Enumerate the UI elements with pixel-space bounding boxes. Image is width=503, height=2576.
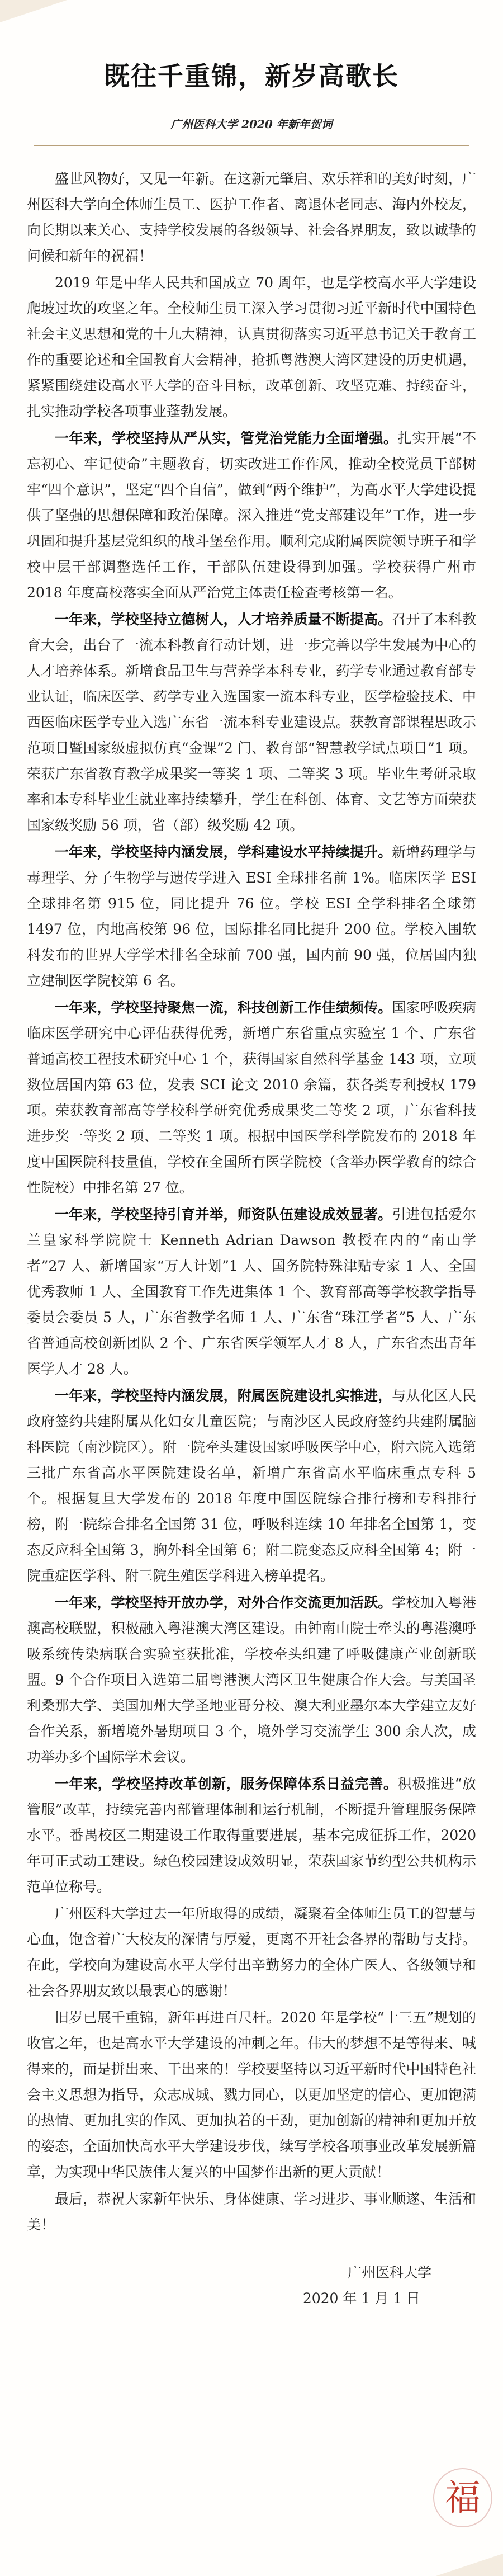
paragraph-text: 2019 年是中华人民共和国成立 70 周年，也是学校高水平大学建设爬坡过坎的攻坚之年。全校师生员工深入学习贯彻习近平新时代中国特色社会主义思想和党的十九大精神，认真贯彻落实习近平总书记关于教育工作的重要论述和全国教育大会精神，抢抓粤港澳大湾区建设的历史机遇，紧紧围绕建设高水平大学的奋斗目标，改革创新、攻坚克难、持续奋斗，扎实推动学校各项事业蓬勃发展。 — [27, 275, 476, 419]
body-paragraph — [27, 166, 476, 269]
paragraph-lead: 一年来，学校坚持改革创新，服务保障体系日益完善。 — [55, 1776, 398, 1792]
paragraph-lead: 一年来，学校坚持从严从实，管党治党能力全面增强。 — [55, 430, 398, 446]
body-paragraph — [27, 1202, 476, 1382]
paragraph-lead: 一年来，学校坚持引育并举，师资队伍建设成效显著。 — [55, 1206, 392, 1223]
title-divider — [34, 145, 469, 146]
paragraph-text: 国家呼吸疾病临床医学研究中心评估获得优秀，新增广东省重点实验室 1 个、广东省普通高校工程技术研究中心 1 个，获得国家自然科学基金 143 项，立项数位居国内第 63 位，发表 SCI 论文 2010 余篇，获各类专利授权 179 项。荣获教育部高等学校科学研究优秀成果奖二等奖 2 项，广东省科技进步奖一等奖 2 项、二等奖 1 项。根据中国医学科学院发布的 2018 年度中国医院科技量值，学校在全国所有医学院校（含举办医学教育的综合性院校）中排名第 27 位。 — [27, 999, 476, 1196]
paragraph-text: 新增药理学与毒理学、分子生物学与遗传学进入 ESI 全球排名前 1%。临床医学 ESI 全球排名第 915 位，同比提升 76 位。学校 ESI 全学科排名全球第 1497 位，内地高校第 96 位，国际排名同比提升 200 位。学校入围软科发布的世界大学学术排名全球前 700 强，国内前 90 强，位居国内独立建制医学院校第 6 名。 — [27, 844, 476, 989]
paragraph-text: 学校加入粤港澳高校联盟，积极融入粤港澳大湾区建设。由钟南山院士牵头的粤港澳呼吸系统传染病联合实验室获批准，学校牵头组建了呼吸健康产业创新联盟。9 个合作项目入选第二届粤港澳大湾区卫生健康合作大会。与美国圣利桑那大学、美国加州大学圣地亚哥分校、澳大利亚墨尔本大学建立友好合作关系，新增境外暑期项目 3 个，境外学习交流学生 300 余人次，成功举办多个国际学术会议。 — [27, 1594, 476, 1765]
paragraph-text: 最后，恭祝大家新年快乐、身体健康、学习进步、事业顺遂、生活和美！ — [27, 2191, 476, 2233]
corner-ornament-top — [0, 0, 67, 22]
signature-org: 广州医科大学 — [347, 2264, 431, 2281]
header — [27, 0, 476, 146]
body-paragraph — [27, 1590, 476, 1770]
fu-character-decoration — [429, 2464, 496, 2531]
body-paragraph — [27, 2005, 476, 2185]
signature-date: 2020 年 1 月 1 日 — [302, 2290, 420, 2306]
signature-block — [27, 2260, 476, 2311]
paragraph-lead: 一年来，学校坚持开放办学，对外合作交流更加活跃。 — [55, 1594, 392, 1611]
paragraph-lead: 一年来，学校坚持内涵发展，学科建设水平持续提升。 — [55, 844, 392, 860]
body-paragraph — [27, 995, 476, 1201]
corner-ornament-bottom — [436, 2554, 503, 2576]
paragraph-text: 积极推进“放管服”改革，持续完善内部管理体制和运行机制，不断提升管理服务保障水平。番禺校区二期建设工作取得重要进展，基本完成征拆工作，2020 年可正式动工建设。绿色校园建设成效明显，荣获国家节约型公共机构示范单位称号。 — [27, 1776, 476, 1895]
body-paragraph — [27, 2186, 476, 2238]
paragraph-lead: 一年来，学校坚持内涵发展，附属医院建设扎实推进， — [55, 1388, 392, 1404]
page-subtitle: 广州医科大学 2020 年新年贺词 — [170, 117, 333, 131]
body-paragraph — [27, 839, 476, 994]
body-paragraph — [27, 270, 476, 424]
body-paragraph — [27, 1771, 476, 1900]
body-paragraph — [27, 426, 476, 606]
svg-text:福: 福 — [445, 2478, 481, 2519]
paragraph-text: 广州医科大学过去一年所取得的成绩，凝聚着全体师生员工的智慧与心血，饱含着广大校友的深情与厚爱，更离不开社会各界的帮助与支持。在此，学校向为建设高水平大学付出辛勤努力的全体广医人、各级领导和社会各界朋友致以最衷心的感谢！ — [27, 1905, 476, 1999]
paragraph-lead: 一年来，学校坚持聚焦一流，科技创新工作佳绩频传。 — [55, 999, 392, 1016]
page-title: 既往千重锦，新岁高歌长 — [104, 61, 399, 91]
paragraph-lead: 一年来，学校坚持立德树人，人才培养质量不断提高。 — [55, 611, 392, 628]
greeting-body — [27, 166, 476, 2238]
body-paragraph — [27, 1383, 476, 1589]
paragraph-text: 与从化区人民政府签约共建附属从化妇女儿童医院；与南沙区人民政府签约共建附属脑科医院（南沙院区）。附一院牵头建设国家呼吸医学中心，附六院入选第三批广东省高水平医院建设名单，新增广东省高水平临床重点专科 5 个。根据复旦大学发布的 2018 年度中国医院综合排行榜和专科排行榜，附一院综合排名全国第 31 位，呼吸科连续 10 年排名全国第 1，变态反应科全国第 3，胸外科全国第 6；附二院变态反应科全国第 4；附一院重症医学科、附三院生殖医学科进入榜单提名。 — [27, 1388, 476, 1584]
paragraph-text: 盛世风物好，又见一年新。在这新元肇启、欢乐祥和的美好时刻，广州医科大学向全体师生员工、医护工作者、离退休老同志、海内外校友，向长期以来关心、支持学校发展的各级领导、社会各界朋友，致以诚挚的问候和新年的祝福！ — [27, 171, 476, 264]
body-paragraph — [27, 1901, 476, 2004]
paragraph-text: 旧岁已展千重锦，新年再进百尺杆。2020 年是学校“十三五”规划的收官之年，也是高水平大学建设的冲刺之年。伟大的梦想不是等得来、喊得来的，而是拼出来、干出来的！学校要坚持以习近平新时代中国特色社会主义思想为指导，众志成城、戮力同心，以更加坚定的信心、更加饱满的热情、更加扎实的作风、更加执着的干劲，更加创新的精神和更加开放的姿态，全面加快高水平大学建设步伐，续写学校各项事业改革发展新篇章，为实现中华民族伟大复兴的中国梦作出新的更大贡献！ — [27, 2009, 476, 2180]
paragraph-text: 引进包括爱尔兰皇家科学院院士 Kenneth Adrian Dawson 教授在内的“南山学者”27 人、新增国家“万人计划”1 人、国务院特殊津贴专家 1 人、全国优秀教师 1 人、全国教育工作先进集体 1 个、教育部高等学校教学指导委员会委员 5 人，广东省教学名师 1 人、广东省“珠江学者”5 人、广东省普通高校创新团队 2 个、广东省医学领军人才 8 人，广东省杰出青年医学人才 28 人。 — [27, 1206, 476, 1377]
paragraph-text: 召开了本科教育大会，出台了一流本科教育行动计划，进一步完善以学生发展为中心的人才培养体系。新增食品卫生与营养学本科专业，药学专业通过教育部专业认证，临床医学、药学专业入选国家一流本科专业，医学检验技术、中西医临床医学专业入选广东省一流本科专业建设点。获教育部课程思政示范项目暨国家级虚拟仿真“金课”2 门、教育部“智慧教学试点项目”1 项。荣获广东省教育教学成果奖一等奖 1 项、二等奖 3 项。毕业生考研录取率和本专科毕业生就业率持续攀升，学生在科创、体育、文艺等方面荣获国家级奖励 56 项，省（部）级奖励 42 项。 — [27, 611, 476, 833]
paragraph-text: 扎实开展“不忘初心、牢记使命”主题教育，切实改进工作作风，推动全校党员干部树牢“四个意识”，坚定“四个自信”，做到“两个维护”，为高水平大学建设提供了坚强的思想保障和政治保障。深入推进“党支部建设年”工作，进一步巩固和提升基层党组织的战斗堡垒作用。顺利完成附属医院领导班子和学校中层干部调整选任工作，干部队伍建设得到加强。学校获得广州市 2018 年度高校落实全面从严治党主体责任检查考核第一名。 — [27, 430, 476, 601]
body-paragraph — [27, 607, 476, 838]
